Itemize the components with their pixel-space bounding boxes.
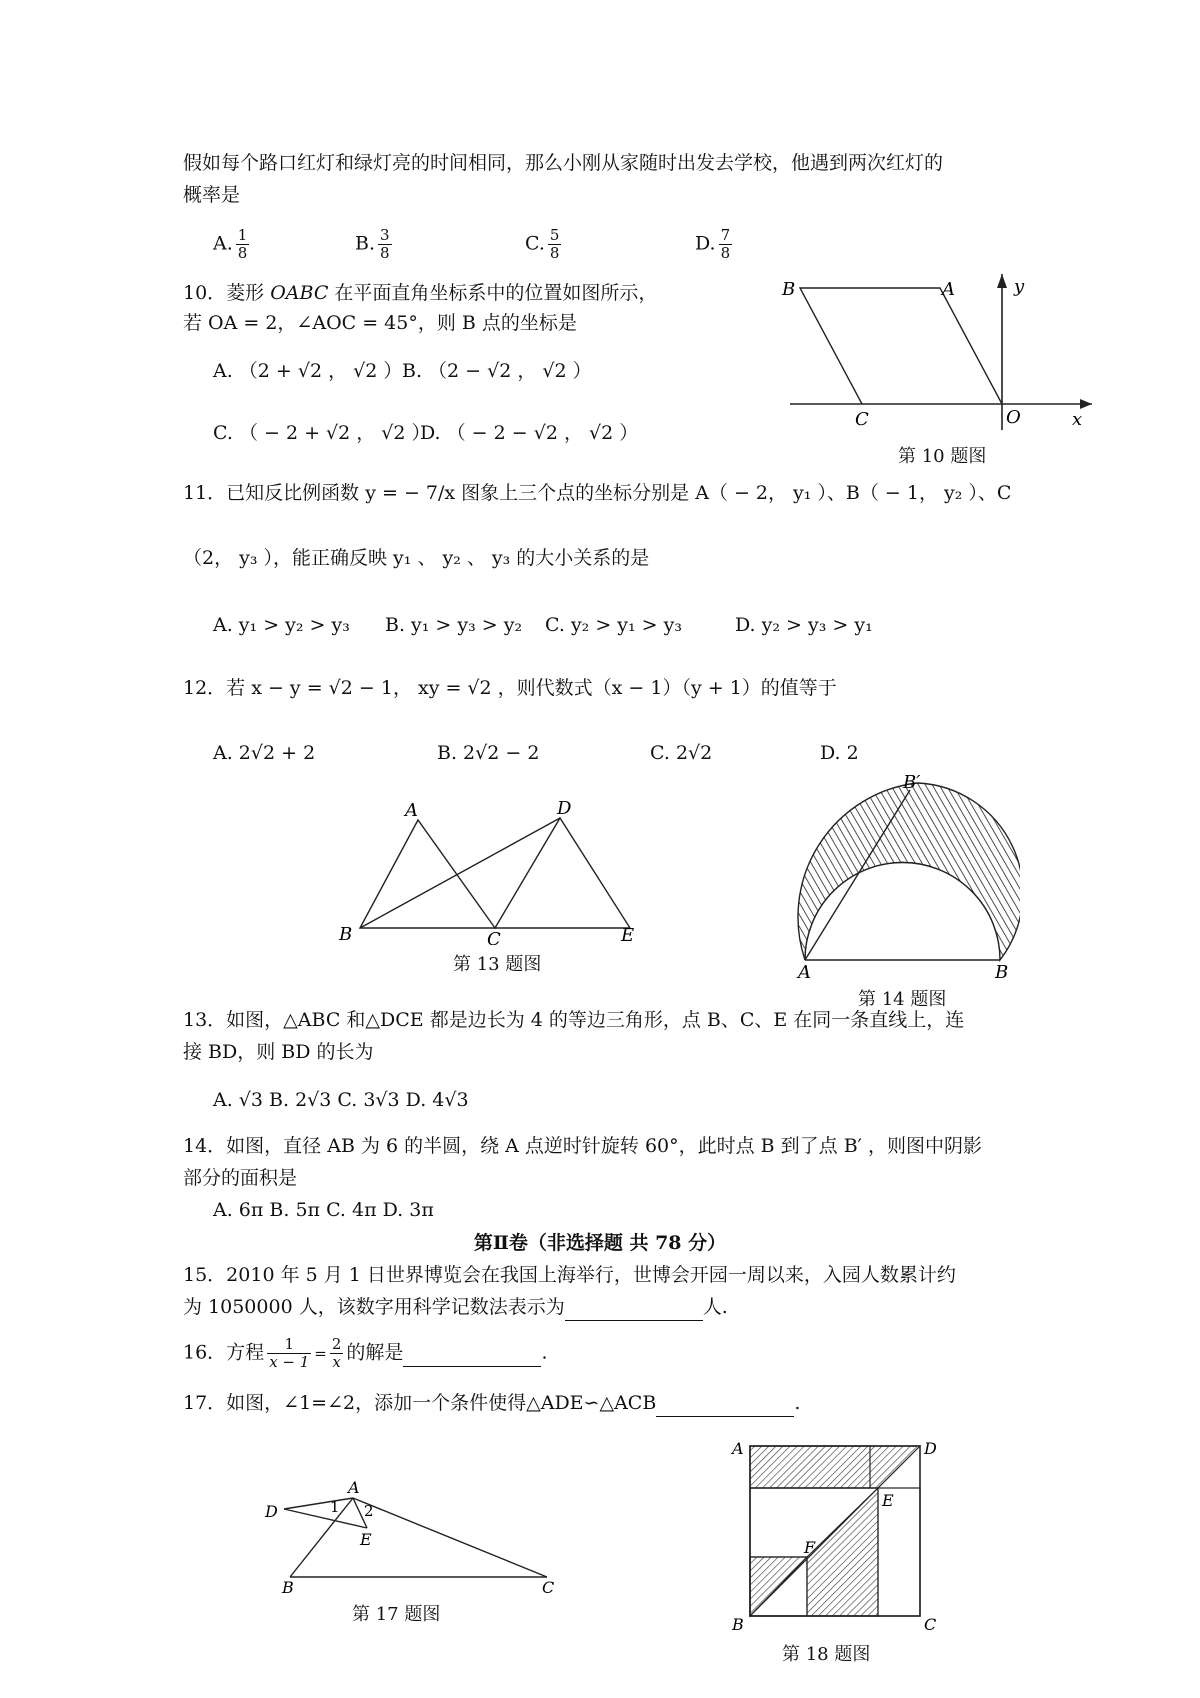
label-e: E	[360, 1530, 372, 1549]
q12-option-d: D. 2	[820, 742, 859, 764]
label-y: y	[1014, 276, 1025, 297]
label-x: x	[1072, 409, 1083, 430]
q9-option-b: B. $\frac{3}{8}$	[355, 226, 390, 262]
q9-line2: 概率是	[183, 184, 241, 206]
q9-line1: 假如每个路口红灯和绿灯亮的时间相同，那么小刚从家随时出发去学校，他遇到两次红灯的	[183, 152, 944, 174]
shaded-top	[750, 1446, 920, 1488]
figure-10-caption: 第 10 题图	[898, 446, 987, 467]
label-b: B	[732, 1615, 744, 1634]
label-a: A	[798, 962, 811, 980]
label-b: B	[995, 962, 1009, 980]
figure-17-caption: 第 17 题图	[352, 1604, 441, 1625]
q11-option-d: D. y₂ > y₃ > y₁	[735, 614, 873, 636]
q12-option-c: C. 2√2	[650, 742, 713, 764]
q13-line1: 13．如图，△ABC 和△DCE 都是边长为 4 的等边三角形，点 B、C、E 在同一条直线上，连	[183, 1009, 965, 1031]
figure-18-squares	[728, 1430, 948, 1635]
q11-line2: （2， y₃ ），能正确反映 y₁ 、 y₂ 、 y₃ 的大小关系的是	[183, 547, 650, 569]
label-a: A	[732, 1439, 744, 1458]
label-e: E	[621, 925, 635, 945]
q12-option-b: B. 2√2 − 2	[437, 742, 540, 764]
q14-options: A. 6π B. 5π C. 4π D. 3π	[213, 1199, 434, 1221]
q11-line1: 11．已知反比例函数 y = − 7/x 图象上三个点的坐标分别是 A（ − 2， y₁ ）、B（ − 1， y₂ ）、C	[183, 482, 1012, 504]
label-f: F	[804, 1538, 816, 1557]
figure-14-semicircles	[750, 770, 1020, 980]
label-b: B	[782, 279, 796, 300]
q17-line: 17．如图，∠1=∠2，添加一个条件使得△ADE∽△ACB .	[183, 1390, 800, 1417]
q14-line1: 14．如图，直径 AB 为 6 的半圆，绕 A 点逆时针旋转 60°，此时点 B 到了点 B′ ，则图中阴影	[183, 1135, 983, 1157]
q13-options: A. √3 B. 2√3 C. 3√3 D. 4√3	[213, 1089, 469, 1111]
figure-13-triangles	[335, 795, 645, 945]
figure-13-caption: 第 13 题图	[453, 954, 542, 975]
label-o: O	[1006, 407, 1021, 428]
segment-da	[284, 1498, 353, 1509]
q10-line1: 10．菱形 OABC 在平面直角坐标系中的位置如图所示，	[183, 282, 658, 304]
q9-option-d: D. $\frac{7}{8}$	[695, 226, 731, 262]
segment-ac	[353, 1498, 547, 1577]
label-c: C	[855, 409, 869, 430]
q14-line2: 部分的面积是	[183, 1167, 298, 1189]
q16-line: 16．方程 $\frac{1}{x - 1}$ = $\frac{2}{x}$ 的解是 .	[183, 1335, 548, 1371]
label-d: D	[924, 1439, 937, 1458]
label-b-prime: B′	[903, 772, 921, 793]
label-a: A	[348, 1478, 360, 1497]
label-a: A	[942, 279, 955, 300]
section-2-heading: 第Ⅱ卷（非选择题 共 78 分）	[473, 1232, 727, 1254]
label-b: B	[282, 1578, 294, 1595]
q11-option-a: A. y₁ > y₂ > y₃	[213, 614, 350, 636]
angle-2-label: 2	[364, 1502, 374, 1520]
q12-line1: 12．若 x − y = √2 − 1， xy = √2 ，则代数式（x − 1）（y + 1）的值等于	[183, 677, 837, 699]
q12-option-a: A. 2√2 + 2	[213, 742, 316, 764]
q9-option-a: A. $\frac{1}{8}$	[213, 226, 248, 262]
label-d: D	[557, 798, 572, 819]
rhombus-oabc	[800, 288, 1002, 404]
segment-de	[284, 1509, 367, 1528]
figure-18-caption: 第 18 题图	[782, 1644, 871, 1665]
label-d: D	[265, 1502, 278, 1521]
q15-line2: 为 1050000 人，该数字用科学记数法表示为 人.	[183, 1294, 728, 1321]
q10-option-a: A. （2 + √2 ， √2 ）	[213, 360, 403, 382]
q13-line2: 接 BD，则 BD 的长为	[183, 1041, 374, 1063]
q11-option-b: B. y₁ > y₃ > y₂	[385, 614, 523, 636]
q10-option-c: C. （ − 2 + √2 ， √2 ）	[213, 422, 431, 444]
label-c: C	[487, 929, 501, 945]
q15-line1: 15．2010 年 5 月 1 日世界博览会在我国上海举行，世博会开园一周以来，入园人数累计约	[183, 1264, 956, 1286]
figure-14-caption: 第 14 题图	[858, 989, 947, 1010]
q10-line2: 若 OA = 2，∠AOC = 45°，则 B 点的坐标是	[183, 312, 577, 334]
figure-10-rhombus	[770, 268, 1100, 438]
label-b: B	[339, 924, 353, 945]
q9-option-c: C. $\frac{5}{8}$	[525, 226, 560, 262]
q10-option-d: D. （ − 2 − √2 ， √2 ）	[420, 422, 639, 444]
segment-ab	[290, 1498, 353, 1577]
triangle-abc	[360, 820, 495, 928]
y-axis-arrow	[997, 274, 1007, 288]
label-e: E	[882, 1491, 894, 1510]
triangle-dce	[495, 818, 630, 928]
label-c: C	[924, 1615, 937, 1634]
label-c: C	[542, 1578, 555, 1595]
q10-option-b: B. （2 − √2 ， √2 ）	[402, 360, 592, 382]
shaded-right	[807, 1488, 878, 1616]
q11-option-c: C. y₂ > y₁ > y₃	[545, 614, 682, 636]
x-axis-arrow	[1080, 399, 1092, 409]
angle-1-label: 1	[330, 1498, 340, 1516]
figure-17-triangles	[260, 1465, 580, 1595]
label-a: A	[405, 800, 418, 821]
